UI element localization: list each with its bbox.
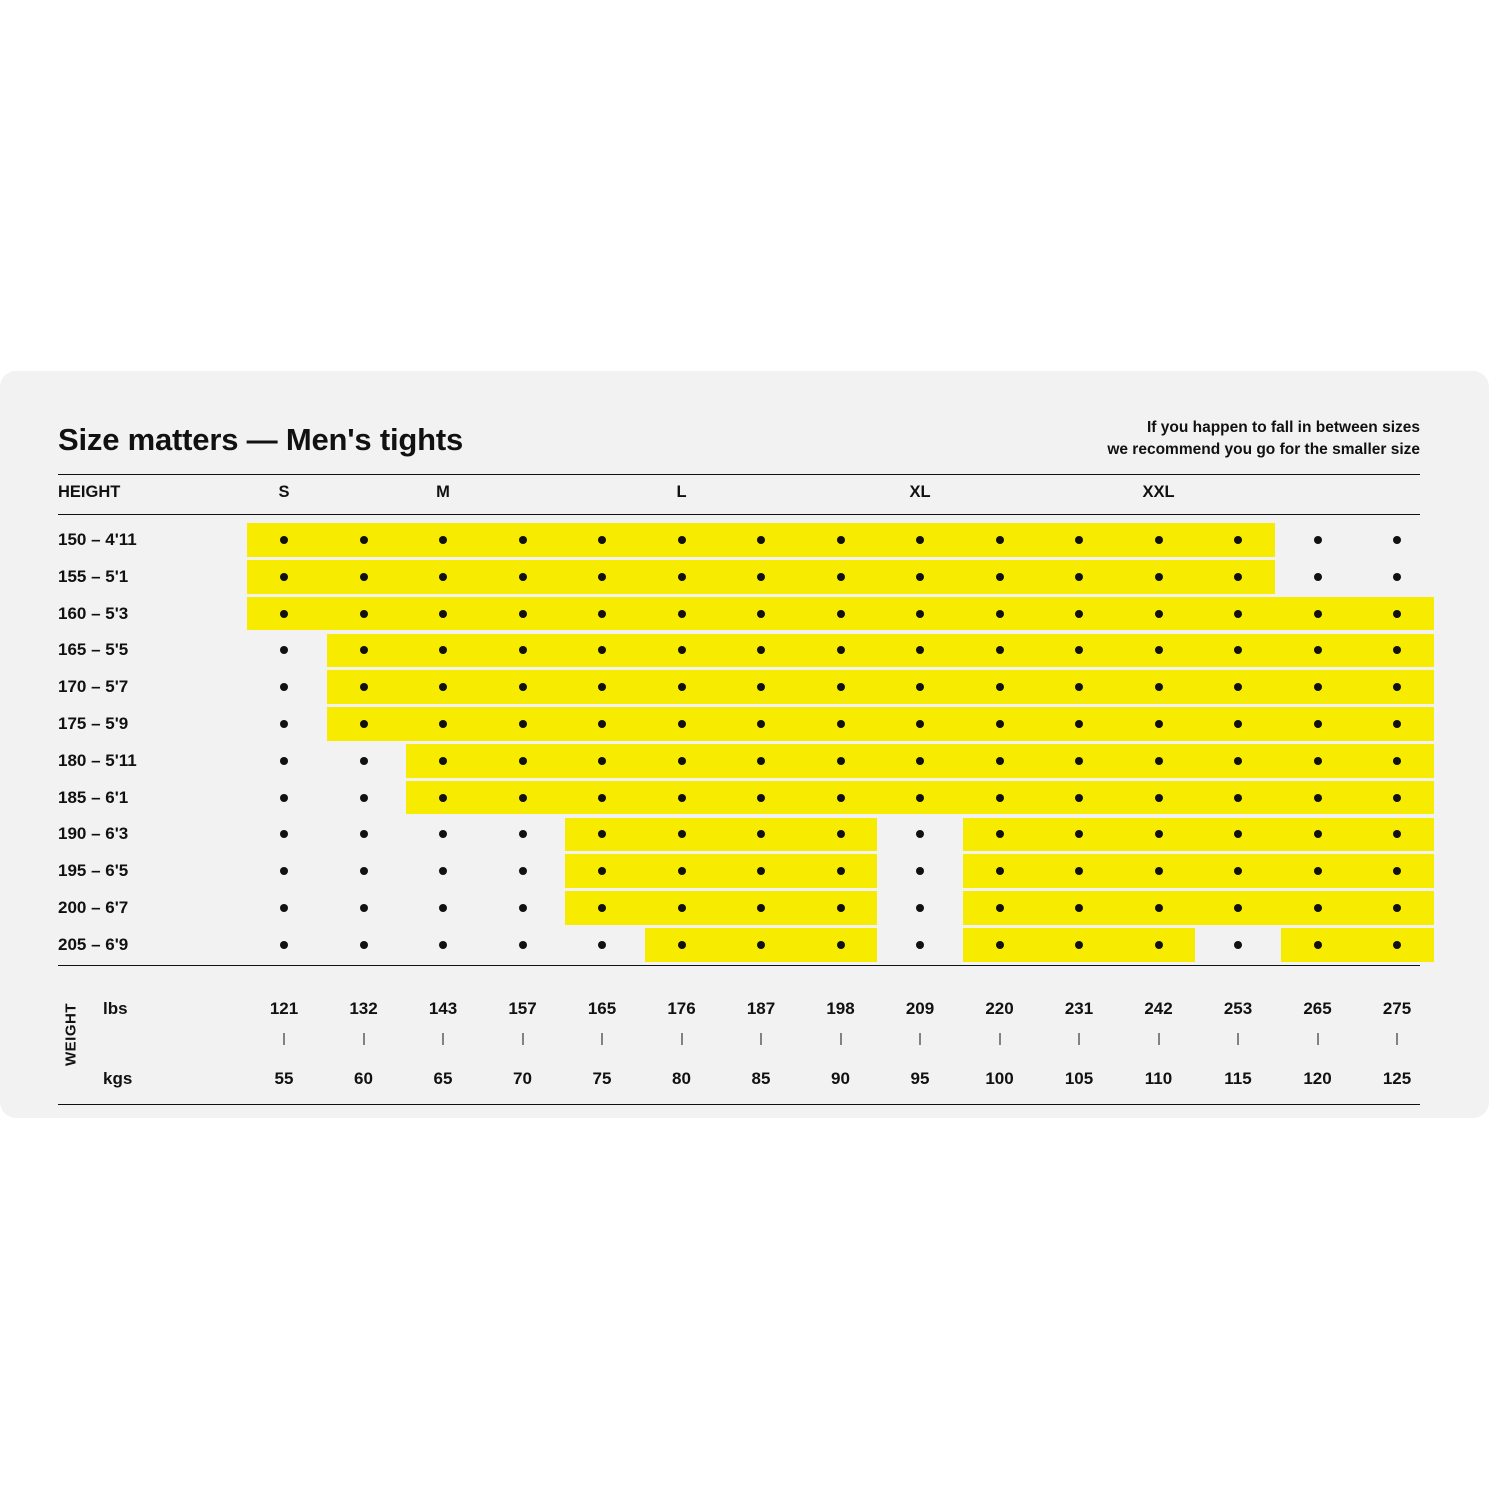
kgs-label: kgs	[103, 1069, 133, 1088]
grid-dot	[439, 610, 447, 618]
grid-dot	[678, 830, 686, 838]
grid-dot	[1075, 904, 1083, 912]
grid-dot	[916, 720, 924, 728]
grid-dot	[280, 941, 288, 949]
weight-kgs-value: 60	[354, 1069, 373, 1088]
height-row-label: 205 – 6'9	[58, 934, 129, 954]
weight-kgs-value: 115	[1224, 1069, 1252, 1088]
weight-lbs-value: 220	[985, 999, 1014, 1018]
grid-dot	[1234, 610, 1242, 618]
axis-tick	[1397, 1033, 1398, 1045]
grid-dot	[1155, 573, 1163, 581]
lbs-label: lbs	[103, 999, 128, 1018]
weight-kgs-value: 55	[274, 1069, 294, 1088]
grid-dot	[360, 904, 368, 912]
grid-dot	[1393, 941, 1401, 949]
grid-dot	[598, 536, 606, 544]
weight-lbs-value: 121	[269, 999, 299, 1018]
grid-dot	[1234, 536, 1242, 544]
weight-kgs-value: 80	[672, 1069, 691, 1088]
grid-dot	[360, 610, 368, 618]
weight-kgs-value: 100	[985, 1069, 1014, 1088]
grid-dot	[916, 794, 924, 802]
size-grid	[58, 519, 1420, 962]
grid-dot	[916, 757, 924, 765]
axis-tick	[1317, 1033, 1318, 1045]
grid-dot	[1075, 573, 1083, 581]
size-chart-inner	[58, 395, 1420, 1095]
weight-lbs-value: 209	[905, 999, 935, 1018]
grid-dot	[996, 941, 1004, 949]
grid-dot	[360, 757, 368, 765]
weight-lbs-value: 265	[1303, 999, 1332, 1018]
axis-tick	[840, 1033, 841, 1045]
grid-dot	[280, 646, 288, 654]
grid-dot	[598, 941, 606, 949]
grid-dot	[1393, 683, 1401, 691]
weight-kgs-value: 125	[1382, 1069, 1412, 1088]
grid-dot	[439, 941, 447, 949]
grid-dot	[519, 536, 527, 544]
grid-dot	[757, 757, 765, 765]
grid-dot	[1393, 646, 1401, 654]
grid-dot	[1155, 941, 1163, 949]
size-chart-card	[0, 371, 1489, 1118]
grid-dot	[1155, 720, 1163, 728]
grid-dot	[360, 720, 368, 728]
grid-dot	[1314, 646, 1322, 654]
grid-dot	[360, 536, 368, 544]
rule-bottom	[58, 1104, 1420, 1105]
grid-dot	[678, 794, 686, 802]
grid-dot	[1234, 646, 1242, 654]
grid-dot	[1393, 867, 1401, 875]
grid-dot	[996, 867, 1004, 875]
height-row-label: 160 – 5'3	[58, 603, 129, 623]
grid-dot	[1234, 573, 1242, 581]
grid-dot	[360, 646, 368, 654]
grid-dot	[1314, 867, 1322, 875]
grid-dot	[1314, 757, 1322, 765]
grid-dot	[439, 867, 447, 875]
grid-dot	[1393, 830, 1401, 838]
grid-dot	[1155, 904, 1163, 912]
grid-dot	[1075, 794, 1083, 802]
grid-dot	[996, 646, 1004, 654]
height-row-label: 195 – 6'5	[58, 861, 129, 881]
highlight-band	[327, 707, 1434, 741]
grid-dot	[1155, 683, 1163, 691]
grid-dot	[1393, 610, 1401, 618]
grid-dot	[1393, 573, 1401, 581]
weight-kgs-value: 85	[751, 1069, 771, 1088]
grid-dot	[280, 610, 288, 618]
grid-dot	[280, 573, 288, 581]
grid-dot	[598, 683, 606, 691]
grid-dot	[1393, 720, 1401, 728]
grid-dot	[1314, 683, 1322, 691]
grid-dot	[837, 573, 845, 581]
grid-dot	[916, 610, 924, 618]
grid-dot	[598, 757, 606, 765]
grid-dot	[439, 904, 447, 912]
grid-dot	[837, 536, 845, 544]
highlight-band	[963, 854, 1434, 888]
grid-dot	[916, 830, 924, 838]
highlight-band	[565, 818, 877, 852]
grid-dot	[519, 794, 527, 802]
grid-dot	[1314, 610, 1322, 618]
grid-dot	[678, 646, 686, 654]
grid-dot	[280, 536, 288, 544]
weight-kgs-value: 65	[433, 1069, 453, 1088]
grid-dot	[1234, 757, 1242, 765]
weight-lbs-value: 242	[1144, 999, 1173, 1018]
highlight-band	[565, 891, 877, 925]
grid-dot	[598, 610, 606, 618]
weight-kgs-value: 95	[910, 1069, 930, 1088]
weight-lbs-value: 253	[1223, 999, 1253, 1018]
grid-dot	[360, 683, 368, 691]
grid-dot	[1234, 683, 1242, 691]
grid-dot	[519, 720, 527, 728]
grid-dot	[360, 941, 368, 949]
grid-dot	[280, 867, 288, 875]
grid-dot	[1393, 757, 1401, 765]
grid-dot	[678, 573, 686, 581]
grid-dot	[1314, 794, 1322, 802]
highlight-band	[327, 670, 1434, 704]
grid-dot	[837, 830, 845, 838]
height-row-label: 185 – 6'1	[58, 787, 129, 807]
grid-dot	[1234, 867, 1242, 875]
grid-dot	[280, 757, 288, 765]
grid-dot	[996, 536, 1004, 544]
grid-dot	[1314, 941, 1322, 949]
grid-dot	[280, 794, 288, 802]
weight-lbs-value: 132	[349, 999, 378, 1018]
rule-top	[58, 474, 1420, 475]
grid-dot	[1393, 536, 1401, 544]
grid-dot	[757, 610, 765, 618]
height-column-header: HEIGHT	[58, 483, 121, 501]
grid-dot	[439, 757, 447, 765]
grid-dot	[360, 794, 368, 802]
highlight-band	[565, 854, 877, 888]
grid-dot	[837, 720, 845, 728]
grid-dot	[678, 683, 686, 691]
grid-dot	[280, 683, 288, 691]
grid-dot	[996, 683, 1004, 691]
grid-dot	[996, 794, 1004, 802]
grid-dot	[598, 830, 606, 838]
rule-under-header	[58, 514, 1420, 515]
axis-tick	[1079, 1033, 1080, 1045]
weight-kgs-value: 90	[831, 1069, 850, 1088]
weight-kgs-value: 110	[1144, 1069, 1173, 1088]
grid-dot	[1393, 904, 1401, 912]
weight-kgs-value: 105	[1064, 1069, 1094, 1088]
note-line-2: we recommend you go for the smaller size	[1107, 441, 1420, 459]
weight-lbs-value: 231	[1064, 999, 1094, 1018]
grid-dot	[1314, 573, 1322, 581]
grid-dot	[1075, 646, 1083, 654]
height-row-label: 165 – 5'5	[58, 640, 129, 660]
note-line-1: If you happen to fall in between sizes	[1146, 419, 1420, 436]
grid-dot	[837, 867, 845, 875]
axis-tick	[761, 1033, 762, 1045]
grid-dot	[996, 904, 1004, 912]
axis-tick	[443, 1033, 444, 1045]
grid-dot	[916, 867, 924, 875]
axis-tick	[681, 1033, 682, 1045]
axis-tick	[602, 1033, 603, 1045]
grid-dot	[916, 573, 924, 581]
grid-dot	[519, 573, 527, 581]
grid-dot	[757, 720, 765, 728]
grid-dot	[360, 867, 368, 875]
weight-lbs-value: 176	[667, 999, 696, 1018]
grid-dot	[519, 610, 527, 618]
grid-dot	[996, 610, 1004, 618]
grid-dot	[916, 536, 924, 544]
grid-dot	[1314, 904, 1322, 912]
grid-dot	[519, 904, 527, 912]
grid-dot	[678, 757, 686, 765]
grid-dot	[996, 573, 1004, 581]
grid-dot	[439, 794, 447, 802]
axis-tick	[284, 1033, 285, 1045]
grid-dot	[837, 757, 845, 765]
grid-dot	[678, 536, 686, 544]
grid-dot	[757, 830, 765, 838]
grid-dot	[439, 720, 447, 728]
grid-dot	[678, 904, 686, 912]
grid-dot	[439, 536, 447, 544]
grid-dot	[996, 720, 1004, 728]
grid-dot	[837, 610, 845, 618]
height-row-label: 180 – 5'11	[58, 750, 137, 770]
grid-dot	[598, 646, 606, 654]
between-sizes-note	[1107, 417, 1420, 462]
grid-dot	[1075, 941, 1083, 949]
height-row-label: 190 – 6'3	[58, 824, 129, 844]
grid-dot	[757, 683, 765, 691]
grid-dot	[757, 904, 765, 912]
grid-dot	[916, 941, 924, 949]
highlight-band	[963, 818, 1434, 852]
height-row-label: 175 – 5'9	[58, 714, 129, 733]
size-header-xl: XL	[909, 483, 931, 501]
weight-lbs-value: 187	[746, 999, 776, 1018]
size-header-m: M	[436, 483, 450, 501]
grid-dot	[916, 683, 924, 691]
grid-dot	[1155, 867, 1163, 875]
axis-tick	[522, 1033, 523, 1045]
grid-dot	[598, 573, 606, 581]
height-row-label: 155 – 5'1	[58, 566, 129, 586]
grid-dot	[837, 941, 845, 949]
grid-dot	[1314, 830, 1322, 838]
grid-dot	[757, 536, 765, 544]
grid-dot	[1155, 610, 1163, 618]
grid-dot	[1155, 646, 1163, 654]
grid-dot	[360, 830, 368, 838]
grid-dot	[1075, 536, 1083, 544]
grid-dot	[837, 683, 845, 691]
grid-dot	[1234, 904, 1242, 912]
height-row-label: 170 – 5'7	[58, 677, 129, 697]
grid-dot	[1155, 757, 1163, 765]
height-row-label: 150 – 4'11	[58, 530, 137, 549]
grid-dot	[1075, 720, 1083, 728]
grid-dot	[519, 830, 527, 838]
grid-dot	[598, 720, 606, 728]
grid-dot	[837, 794, 845, 802]
weight-kgs-value: 70	[513, 1069, 532, 1088]
size-header-l: L	[676, 483, 687, 501]
highlight-band	[963, 891, 1434, 925]
axis-tick	[999, 1033, 1000, 1045]
grid-dot	[439, 573, 447, 581]
weight-lbs-value: 198	[826, 999, 855, 1018]
grid-dot	[757, 794, 765, 802]
size-header-xxl: XXL	[1142, 483, 1175, 501]
highlight-band	[1281, 928, 1434, 962]
grid-dot	[837, 646, 845, 654]
grid-dot	[439, 683, 447, 691]
grid-dot	[598, 794, 606, 802]
page-title: Size matters — Men's tights	[58, 422, 464, 457]
grid-dot	[996, 830, 1004, 838]
grid-dot	[757, 867, 765, 875]
grid-dot	[996, 757, 1004, 765]
grid-dot	[519, 683, 527, 691]
grid-dot	[519, 757, 527, 765]
grid-dot	[837, 904, 845, 912]
weight-kgs-value: 75	[592, 1069, 612, 1088]
grid-dot	[1155, 830, 1163, 838]
grid-dot	[280, 720, 288, 728]
weight-lbs-value: 165	[587, 999, 617, 1018]
grid-dot	[1075, 683, 1083, 691]
grid-dot	[519, 941, 527, 949]
grid-dot	[1075, 867, 1083, 875]
highlight-band	[327, 634, 1434, 668]
grid-dot	[1075, 830, 1083, 838]
weight-kgs-value: 120	[1303, 1069, 1332, 1088]
grid-dot	[757, 941, 765, 949]
grid-dot	[1155, 536, 1163, 544]
axis-tick	[920, 1033, 921, 1045]
grid-dot	[1075, 757, 1083, 765]
grid-dot	[678, 867, 686, 875]
grid-dot	[360, 573, 368, 581]
grid-dot	[1234, 794, 1242, 802]
grid-dot	[439, 830, 447, 838]
grid-dot	[598, 904, 606, 912]
grid-dot	[757, 573, 765, 581]
axis-tick	[1158, 1033, 1159, 1045]
grid-dot	[280, 904, 288, 912]
grid-dot	[280, 830, 288, 838]
axis-tick	[1238, 1033, 1239, 1045]
grid-dot	[1234, 830, 1242, 838]
grid-dot	[678, 610, 686, 618]
weight-axis-label: WEIGHT	[62, 1003, 80, 1067]
grid-dot	[1314, 536, 1322, 544]
grid-dot	[439, 646, 447, 654]
grid-dot	[916, 646, 924, 654]
weight-lbs-value: 143	[428, 999, 458, 1018]
grid-dot	[1234, 941, 1242, 949]
grid-dot	[1234, 720, 1242, 728]
grid-dot	[916, 904, 924, 912]
weight-lbs-value: 275	[1382, 999, 1412, 1018]
axis-tick	[363, 1033, 364, 1045]
grid-dot	[678, 941, 686, 949]
grid-dot	[678, 720, 686, 728]
grid-dot	[1393, 794, 1401, 802]
size-header-s: S	[278, 483, 290, 501]
grid-dot	[519, 646, 527, 654]
grid-dot	[1075, 610, 1083, 618]
weight-lbs-value: 157	[508, 999, 537, 1018]
grid-dot	[757, 646, 765, 654]
grid-dot	[1155, 794, 1163, 802]
grid-dot	[519, 867, 527, 875]
height-row-label: 200 – 6'7	[58, 898, 129, 917]
rule-under-grid	[58, 965, 1420, 966]
grid-dot	[598, 867, 606, 875]
grid-dot	[1314, 720, 1322, 728]
